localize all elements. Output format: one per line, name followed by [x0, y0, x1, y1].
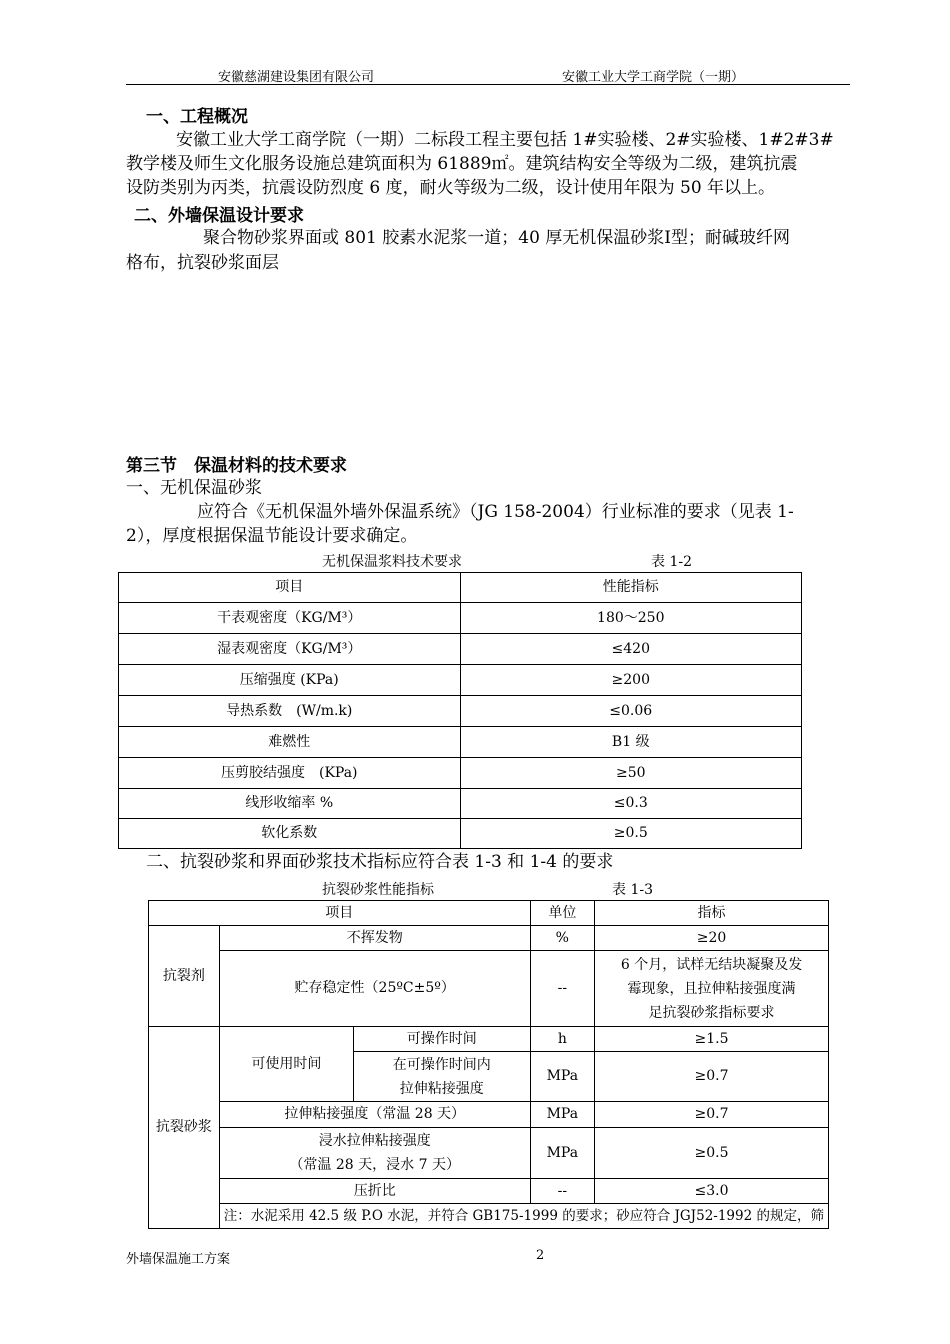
table-note-row — [149, 1204, 829, 1229]
section1-title: 一、工程概况 — [146, 107, 248, 127]
table-row: 压缩强度 (KPa) ≥200 — [119, 665, 802, 696]
header-performance: 性能指标 — [460, 573, 801, 603]
section3-title: 第三节 保温材料的技术要求 — [126, 456, 347, 476]
table-row: 导热系数 (W/m.k) ≤0.06 — [119, 696, 802, 727]
table-row: 压折比 -- ≤3.0 — [149, 1179, 829, 1204]
table-row: 干表观密度（KG/M³） 180～250 — [119, 603, 802, 634]
header-index: 指标 — [595, 901, 829, 926]
table-row: 拉伸粘接强度（常温 28 天） MPa ≥0.7 — [149, 1102, 829, 1128]
footer-title: 外墙保温施工方案 — [126, 1252, 231, 1267]
section2-title: 二、外墙保温设计要求 — [134, 206, 304, 226]
header-project: 安徽工业大学工商学院（一期） — [562, 70, 745, 85]
section1-line3: 设防类别为丙类，抗震设防烈度 6 度，耐火等级为二级，设计使用年限为 50 年以上。 — [126, 178, 776, 198]
table-row: 湿表观密度（KG/M³） ≤420 — [119, 634, 802, 665]
header-rule — [126, 84, 850, 85]
header-item: 项目 — [119, 573, 461, 603]
header-unit: 单位 — [530, 901, 594, 926]
section1-line2: 教学楼及师生文化服务设施总建筑面积为 61889㎡。建筑结构安全等级为二级，建筑抗震 — [126, 154, 798, 174]
table-note: 注：水泥采用 42.5 级 P.O 水泥，并符合 GB175-1999 的要求；砂应符合 JGJ52-1992 的规定，筛 — [219, 1204, 828, 1229]
table-row: 压剪胶结强度 (KPa) ≥50 — [119, 758, 802, 789]
table-row: 抗裂剂 不挥发物 % ≥20 — [149, 926, 829, 951]
header-company: 安徽慈湖建设集团有限公司 — [218, 70, 375, 85]
table-header-row — [149, 901, 829, 926]
table-row: 线形收缩率 % ≤0.3 — [119, 789, 802, 819]
table-row: 软化系数 ≥0.5 — [119, 819, 802, 849]
section2-line1: 聚合物砂浆界面或 801 胶素水泥浆一道；40 厚无机保温砂浆Ⅰ型；耐碱玻纤网 — [203, 228, 791, 248]
table-crack-mortar — [148, 900, 829, 1229]
table1-number: 表 1-2 — [651, 554, 692, 570]
header-item: 项目 — [149, 901, 531, 926]
table-row: 抗裂砂浆 可使用时间 可操作时间 h ≥1.5 — [149, 1027, 829, 1052]
page-number: 2 — [536, 1248, 545, 1263]
table-insulation-mortar — [118, 572, 802, 849]
group-anti-crack-mortar: 抗裂砂浆 — [149, 1027, 220, 1229]
group-anti-crack-agent: 抗裂剂 — [149, 926, 220, 1027]
section3-sub1: 一、无机保温砂浆 — [126, 478, 262, 498]
section3-line2: 2），厚度根据保温节能设计要求确定。 — [126, 526, 418, 546]
table-row: 难燃性 B1 级 — [119, 727, 802, 758]
section1-line1: 安徽工业大学工商学院（一期）二标段工程主要包括 1#实验楼、2#实验楼、1#2#3# — [176, 130, 834, 150]
section3-sub2: 二、抗裂砂浆和界面砂浆技术指标应符合表 1-3 和 1-4 的要求 — [146, 852, 614, 872]
table-row: 浸水拉伸粘接强度 （常温 28 天，浸水 7 天） MPa ≥0.5 — [149, 1128, 829, 1179]
table-header-row — [119, 573, 802, 603]
table2-number: 表 1-3 — [612, 882, 653, 898]
table-row: 在可操作时间内 拉伸粘接强度 MPa ≥0.7 — [149, 1052, 829, 1102]
table1-caption: 无机保温浆料技术要求 — [322, 554, 462, 570]
table2-caption: 抗裂砂浆性能指标 — [322, 882, 434, 898]
section3-line1: 应符合《无机保温外墙外保温系统》（JG 158-2004）行业标准的要求（见表 1- — [197, 502, 794, 522]
section2-line2: 格布，抗裂砂浆面层 — [126, 253, 279, 273]
table-row: 贮存稳定性（25ºC±5º） -- 6 个月，试样无结块凝聚及发 霉现象，且拉伸粘接强度满 足抗裂砂浆指标要求 — [149, 951, 829, 1027]
